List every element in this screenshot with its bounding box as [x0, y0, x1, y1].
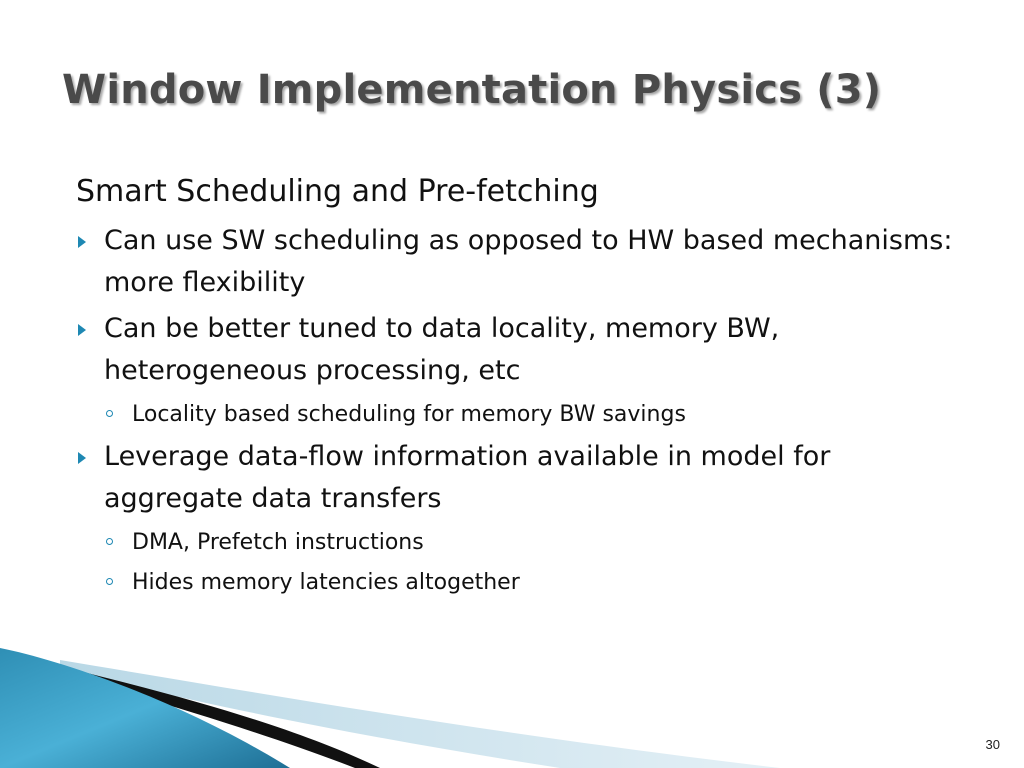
- bullet-text: Can be better tuned to data locality, memory BW, heterogeneous processing, etc: [104, 313, 780, 386]
- slide-title: Window Implementation Physics (3): [62, 67, 882, 113]
- bullet-text: Can use SW scheduling as opposed to HW based mechanisms: more flexibility: [104, 225, 953, 298]
- subbullet-text: Locality based scheduling for memory BW savings: [132, 402, 686, 427]
- subbullet-text: DMA, Prefetch instructions: [132, 530, 424, 555]
- section-heading: Smart Scheduling and Pre-fetching: [76, 174, 599, 209]
- subbullet-text: Hides memory latencies altogether: [132, 570, 520, 595]
- bullet-text: Leverage data-flow information available in model for aggregate data transfers: [104, 441, 831, 514]
- page-number: 30: [985, 737, 1000, 752]
